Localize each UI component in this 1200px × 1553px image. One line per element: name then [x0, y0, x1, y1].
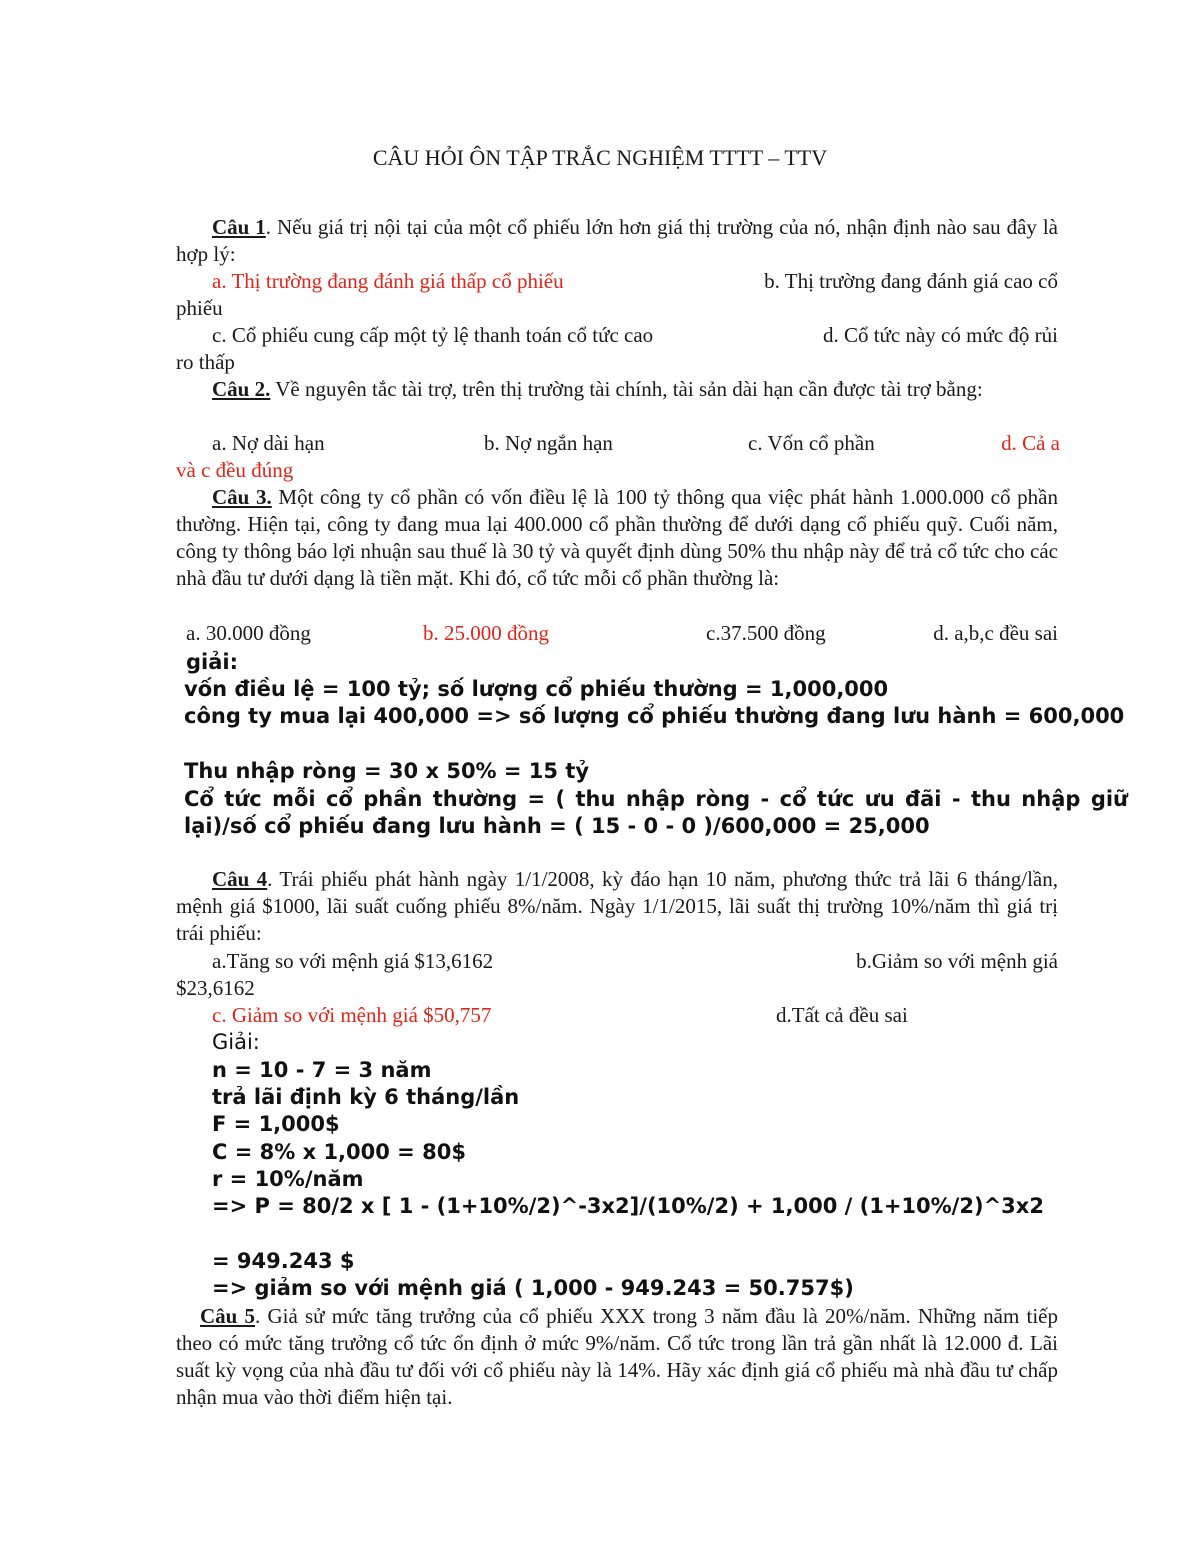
q3-solution-line: Thu nhập ròng = 30 x 50% = 15 tỷ	[184, 759, 590, 783]
q4-option-c: c. Giảm so với mệnh giá $50,757	[212, 1003, 492, 1027]
question-1-label: Câu 1	[212, 215, 266, 239]
q3-option-a: a. 30.000 đồng	[186, 621, 311, 645]
q4-solution-line: r = 10%/năm	[212, 1167, 364, 1191]
question-5-text: . Giả sử mức tăng trưởng của cổ phiếu XXX trong 3 năm đầu là 20%/năm. Những năm tiếp theo có mức tăng trưởng cổ tức ổn định ở mức 9%/năm. Cổ tức trong lần trả gần nhất là 12.000 đ. Lãi suất kỳ vọng của nhà đầu tư đối với cổ phiếu này là 14%. Hãy xác định giá cổ phiếu mà nhà đầu tư chấp nhận mua vào thời điểm hiện tại.	[176, 1304, 1058, 1409]
question-3-label: Câu 3.	[212, 485, 272, 509]
q4-option-b-cont: $23,6162	[176, 976, 255, 1000]
q1-option-b: b. Thị trường đang đánh giá cao cổ	[764, 269, 1058, 293]
q3-solution-line: công ty mua lại 400,000 => số lượng cổ phiếu thường đang lưu hành = 600,000	[184, 704, 1125, 728]
q2-option-d-cont: và c đều đúng	[176, 458, 294, 482]
q2-option-a: a. Nợ dài hạn	[212, 431, 325, 455]
q3-solution-title: giải:	[186, 650, 238, 674]
question-4-label: Câu 4	[212, 867, 268, 891]
q3-solution-line: Cổ tức mỗi cổ phần thường = ( thu nhập ròng - cổ tức ưu đãi - thu nhập giữ lại)/số cổ phiếu đang lưu hành = ( 15 - 0 - 0 )/600,000 = 25,000	[184, 787, 1128, 838]
q3-option-b: b. 25.000 đồng	[423, 621, 549, 645]
q3-option-d: d. a,b,c đều sai	[933, 621, 1058, 645]
q2-option-b: b. Nợ ngắn hạn	[484, 431, 613, 455]
q4-solution-line: => giảm so với mệnh giá ( 1,000 - 949.243 = 50.757$)	[212, 1276, 854, 1300]
q4-solution-line: => P = 80/2 x [ 1 - (1+10%/2)^-3x2]/(10%/2) + 1,000 / (1+10%/2)^3x2	[212, 1194, 1044, 1218]
q4-solution-line: trả lãi định kỳ 6 tháng/lần	[212, 1085, 520, 1109]
q4-option-d: d.Tất cả đều sai	[776, 1003, 908, 1027]
q4-solution-line: C = 8% x 1,000 = 80$	[212, 1140, 466, 1164]
q2-option-d: d. Cả a	[1001, 431, 1060, 455]
q1-option-c: c. Cổ phiếu cung cấp một tỷ lệ thanh toán cổ tức cao	[212, 323, 654, 347]
q4-solution-title: Giải:	[212, 1030, 260, 1054]
q1-option-d: d. Cổ tức này có mức độ rủi	[822, 323, 1058, 347]
q3-option-c: c.37.500 đồng	[706, 621, 826, 645]
q4-solution-line: = 949.243 $	[212, 1249, 355, 1273]
question-4	[176, 866, 1058, 947]
q1-option-d-cont: ro thấp	[176, 350, 235, 374]
document-title: CÂU HỎI ÔN TẬP TRẮC NGHIỆM TTTT – TTV	[372, 145, 828, 170]
q3-solution-line: vốn điều lệ = 100 tỷ; số lượng cổ phiếu thường = 1,000,000	[184, 677, 889, 701]
question-1	[176, 214, 1058, 268]
q4-option-b: b.Giảm so với mệnh giá	[856, 949, 1058, 973]
question-5-label: Câu 5	[200, 1304, 256, 1328]
question-2-label: Câu 2.	[212, 377, 271, 401]
question-4-text: . Trái phiếu phát hành ngày 1/1/2008, kỳ đáo hạn 10 năm, phương thức trả lãi 6 tháng/lần, mệnh giá $1000, lãi suất cuống phiếu 8%/năm. Ngày 1/1/2015, lãi suất thị trường 10%/năm thì giá trị trái phiếu:	[176, 867, 1058, 945]
question-5	[176, 1303, 1058, 1411]
q1-option-b-cont: phiếu	[176, 296, 223, 320]
question-3	[176, 484, 1058, 592]
q1-option-a: a. Thị trường đang đánh giá thấp cổ phiếu	[212, 269, 564, 293]
question-2	[176, 376, 1058, 403]
q2-option-c: c. Vốn cổ phần	[748, 431, 875, 455]
q4-solution-line: n = 10 - 7 = 3 năm	[212, 1058, 432, 1082]
q4-option-a: a.Tăng so với mệnh giá $13,6162	[212, 949, 494, 973]
question-3-text: Một công ty cổ phần có vốn điều lệ là 100 tỷ thông qua việc phát hành 1.000.000 cổ phần thường. Hiện tại, công ty đang mua lại 400.000 cổ phần thường để dưới dạng cổ phiếu quỹ. Cuối năm, công ty thông báo lợi nhuận sau thuế là 30 tỷ và quyết định dùng 50% thu nhập này để trả cổ tức cho các nhà đầu tư dưới dạng là tiền mặt. Khi đó, cổ tức mỗi cổ phần thường là:	[176, 485, 1058, 590]
q4-solution-line: F = 1,000$	[212, 1112, 340, 1136]
question-2-text: Về nguyên tắc tài trợ, trên thị trường tài chính, tài sản dài hạn cần được tài trợ bằng:	[270, 377, 983, 401]
question-1-text: . Nếu giá trị nội tại của một cổ phiếu lớn hơn giá thị trường của nó, nhận định nào sau đây là hợp lý:	[176, 215, 1058, 266]
